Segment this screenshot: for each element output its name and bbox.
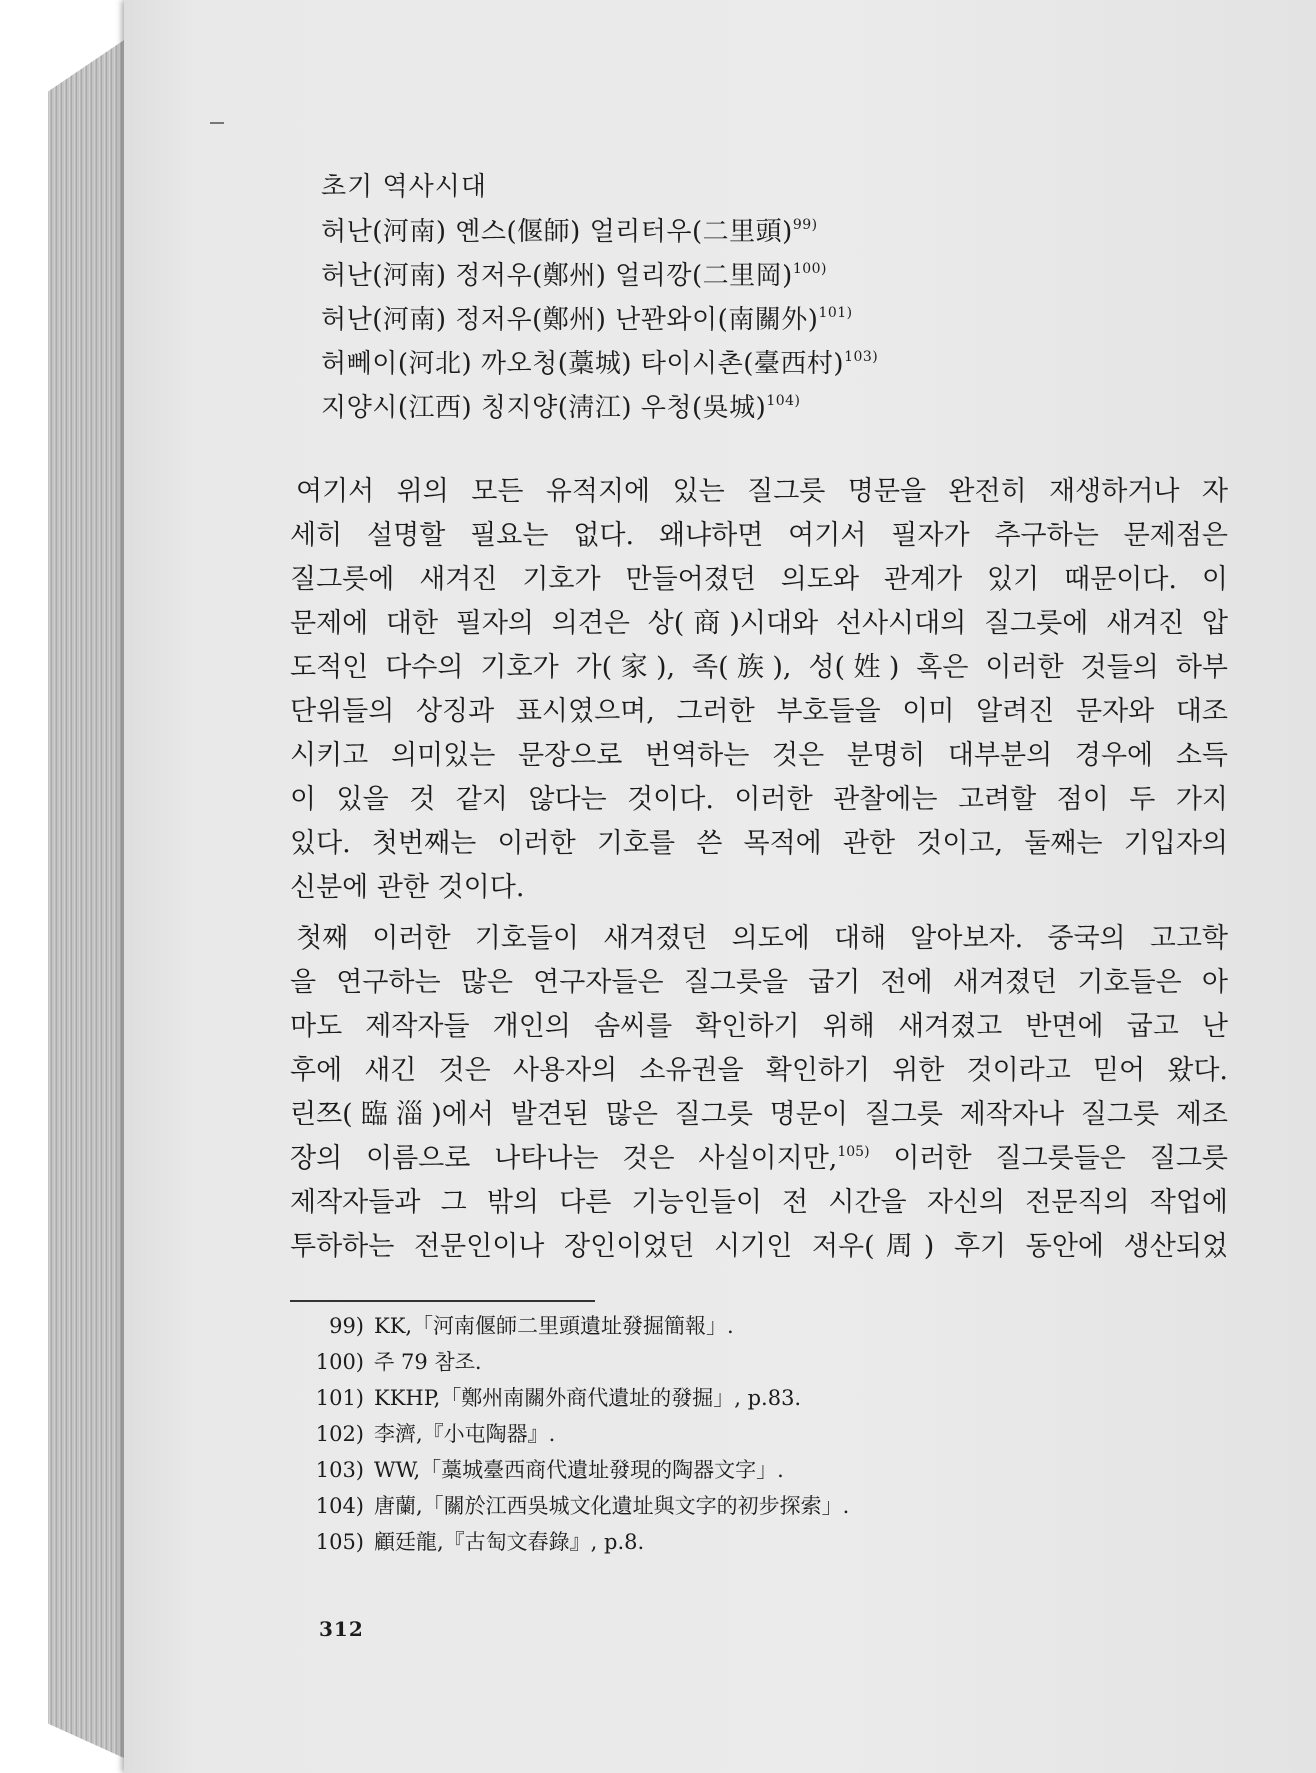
footnote-number: 103): [315, 1458, 364, 1482]
footnote-ref: 101): [818, 305, 853, 321]
footnote-item: [302, 1488, 849, 1524]
text-line: 있다. 첫번째는 이러한 기호를 쓴 목적에 관한 것이고, 둘째는 기입자의: [290, 828, 1228, 859]
text-line: 을 연구하는 많은 연구자들은 질그릇을 굽기 전에 새겨졌던 기호들은 아: [290, 967, 1228, 998]
page-number: 312: [319, 1617, 364, 1641]
footnote-ref: 99): [792, 217, 818, 233]
text-line: 투하하는 전문인이나 장인이었던 시기인 저우(周) 후기 동안에 생산되었: [290, 1231, 1228, 1262]
text-line: 마도 제작자들 개인의 솜씨를 확인하기 위해 새겨졌고 반면에 굽고 난: [290, 1011, 1228, 1042]
footnote-item: [302, 1308, 849, 1344]
text-line: 첫째 이러한 기호들이 새겨졌던 의도에 대해 알아보자. 중국의 고고학: [296, 923, 1228, 954]
book-page-edges: [48, 40, 124, 1758]
site-item: 지양시(江西) 칭지양(淸江) 우청(吳城)$^{104)}$: [321, 393, 801, 423]
site-item: 허난(河南) 옌스(偃師) 얼리터우(二里頭)$^{99)}$: [321, 217, 818, 247]
text-line: 질그릇에 새겨진 기호가 만들어졌던 의도와 관계가 있기 때문이다. 이: [290, 564, 1228, 595]
text-line: 단위들의 상징과 표시였으며, 그러한 부호들을 이미 알려진 문자와 대조: [290, 696, 1228, 727]
site-item: 허난(河南) 정저우(鄭州) 난꽌와이(南關外)$^{101)}$: [321, 305, 853, 335]
footnote-item: [302, 1452, 849, 1488]
footnote-number: 102): [315, 1422, 364, 1446]
site-item: 허뻬이(河北) 까오청(藁城) 타이시촌(臺西村)$^{103)}$: [321, 349, 879, 379]
footnote-number: 101): [315, 1386, 364, 1410]
text-line: 세히 설명할 필요는 없다. 왜냐하면 여기서 필자가 추구하는 문제점은: [290, 520, 1228, 551]
footnote-ref: 100): [792, 261, 828, 277]
footnote-ref: 103): [844, 349, 879, 365]
footnote-item: [302, 1416, 849, 1452]
text-line: 후에 새긴 것은 사용자의 소유권을 확인하기 위한 것이라고 믿어 왔다.: [290, 1055, 1228, 1086]
text-line: 제작자들과 그 밖의 다른 기능인들이 전 시간을 자신의 전문직의 작업에: [290, 1187, 1228, 1218]
section-heading: 초기 역사시대: [321, 172, 487, 202]
footnote-text: 주 79 참조.: [374, 1350, 482, 1374]
text-line: 시키고 의미있는 문장으로 번역하는 것은 분명히 대부분의 경우에 소득: [290, 740, 1228, 771]
footnote-text: WW,「藁城臺西商代遺址發現的陶器文字」.: [374, 1458, 784, 1482]
footnote-item: [302, 1344, 849, 1380]
footnote-ref: 104): [766, 393, 801, 409]
text-line: 린쯔(臨淄)에서 발견된 많은 질그릇 명문이 질그릇 제작자나 질그릇 제조: [290, 1099, 1228, 1130]
footnote-item: [302, 1524, 849, 1560]
footnote-list: [302, 1308, 849, 1560]
body-paragraph-2: [290, 917, 1228, 1269]
footnote-text: 顧廷龍,『古匋文舂錄』, p.8.: [374, 1530, 645, 1554]
footnote-ref: 105): [837, 1144, 870, 1160]
text-line: 도적인 다수의 기호가 가(家), 족(族), 성(姓) 혹은 이러한 것들의 하부: [290, 652, 1228, 683]
footnote-number: 100): [315, 1350, 364, 1374]
footnote-number: 104): [315, 1494, 364, 1518]
site-list: [321, 210, 878, 430]
footnote-rule: [290, 1300, 595, 1302]
footnote-text: KKHP,「鄭州南關外商代遺址的發掘」, p.83.: [374, 1386, 802, 1410]
text-line: 이 있을 것 같지 않다는 것이다. 이러한 관찰에는 고려할 점이 두 가지: [290, 784, 1228, 815]
text-line: 문제에 대한 필자의 의견은 상(商)시대와 선사시대의 질그릇에 새겨진 압: [290, 608, 1228, 639]
footnote-number: 99): [329, 1314, 364, 1338]
footnote-item: [302, 1380, 849, 1416]
page-mark: [210, 122, 224, 124]
body-paragraph-1: [290, 470, 1228, 910]
footnote-number: 105): [315, 1530, 364, 1554]
text-line: 신분에 관한 것이다.: [290, 872, 525, 903]
site-item: 허난(河南) 정저우(鄭州) 얼리깡(二里岡)$^{100)}$: [321, 261, 828, 291]
footnote-text: 唐蘭,「關於江西吳城文化遺址與文字的初步探索」.: [374, 1494, 850, 1518]
text-line: 장의 이름으로 나타나는 것은 사실이지만,$^{105)}$ 이러한 질그릇들은 질그릇: [290, 1143, 1228, 1174]
footnote-text: 李濟,『小屯陶器』.: [374, 1422, 556, 1446]
text-line: 여기서 위의 모든 유적지에 있는 질그릇 명문을 완전히 재생하거나 자: [296, 476, 1228, 507]
footnote-text: KK,「河南偃師二里頭遺址發掘簡報」.: [374, 1314, 734, 1338]
